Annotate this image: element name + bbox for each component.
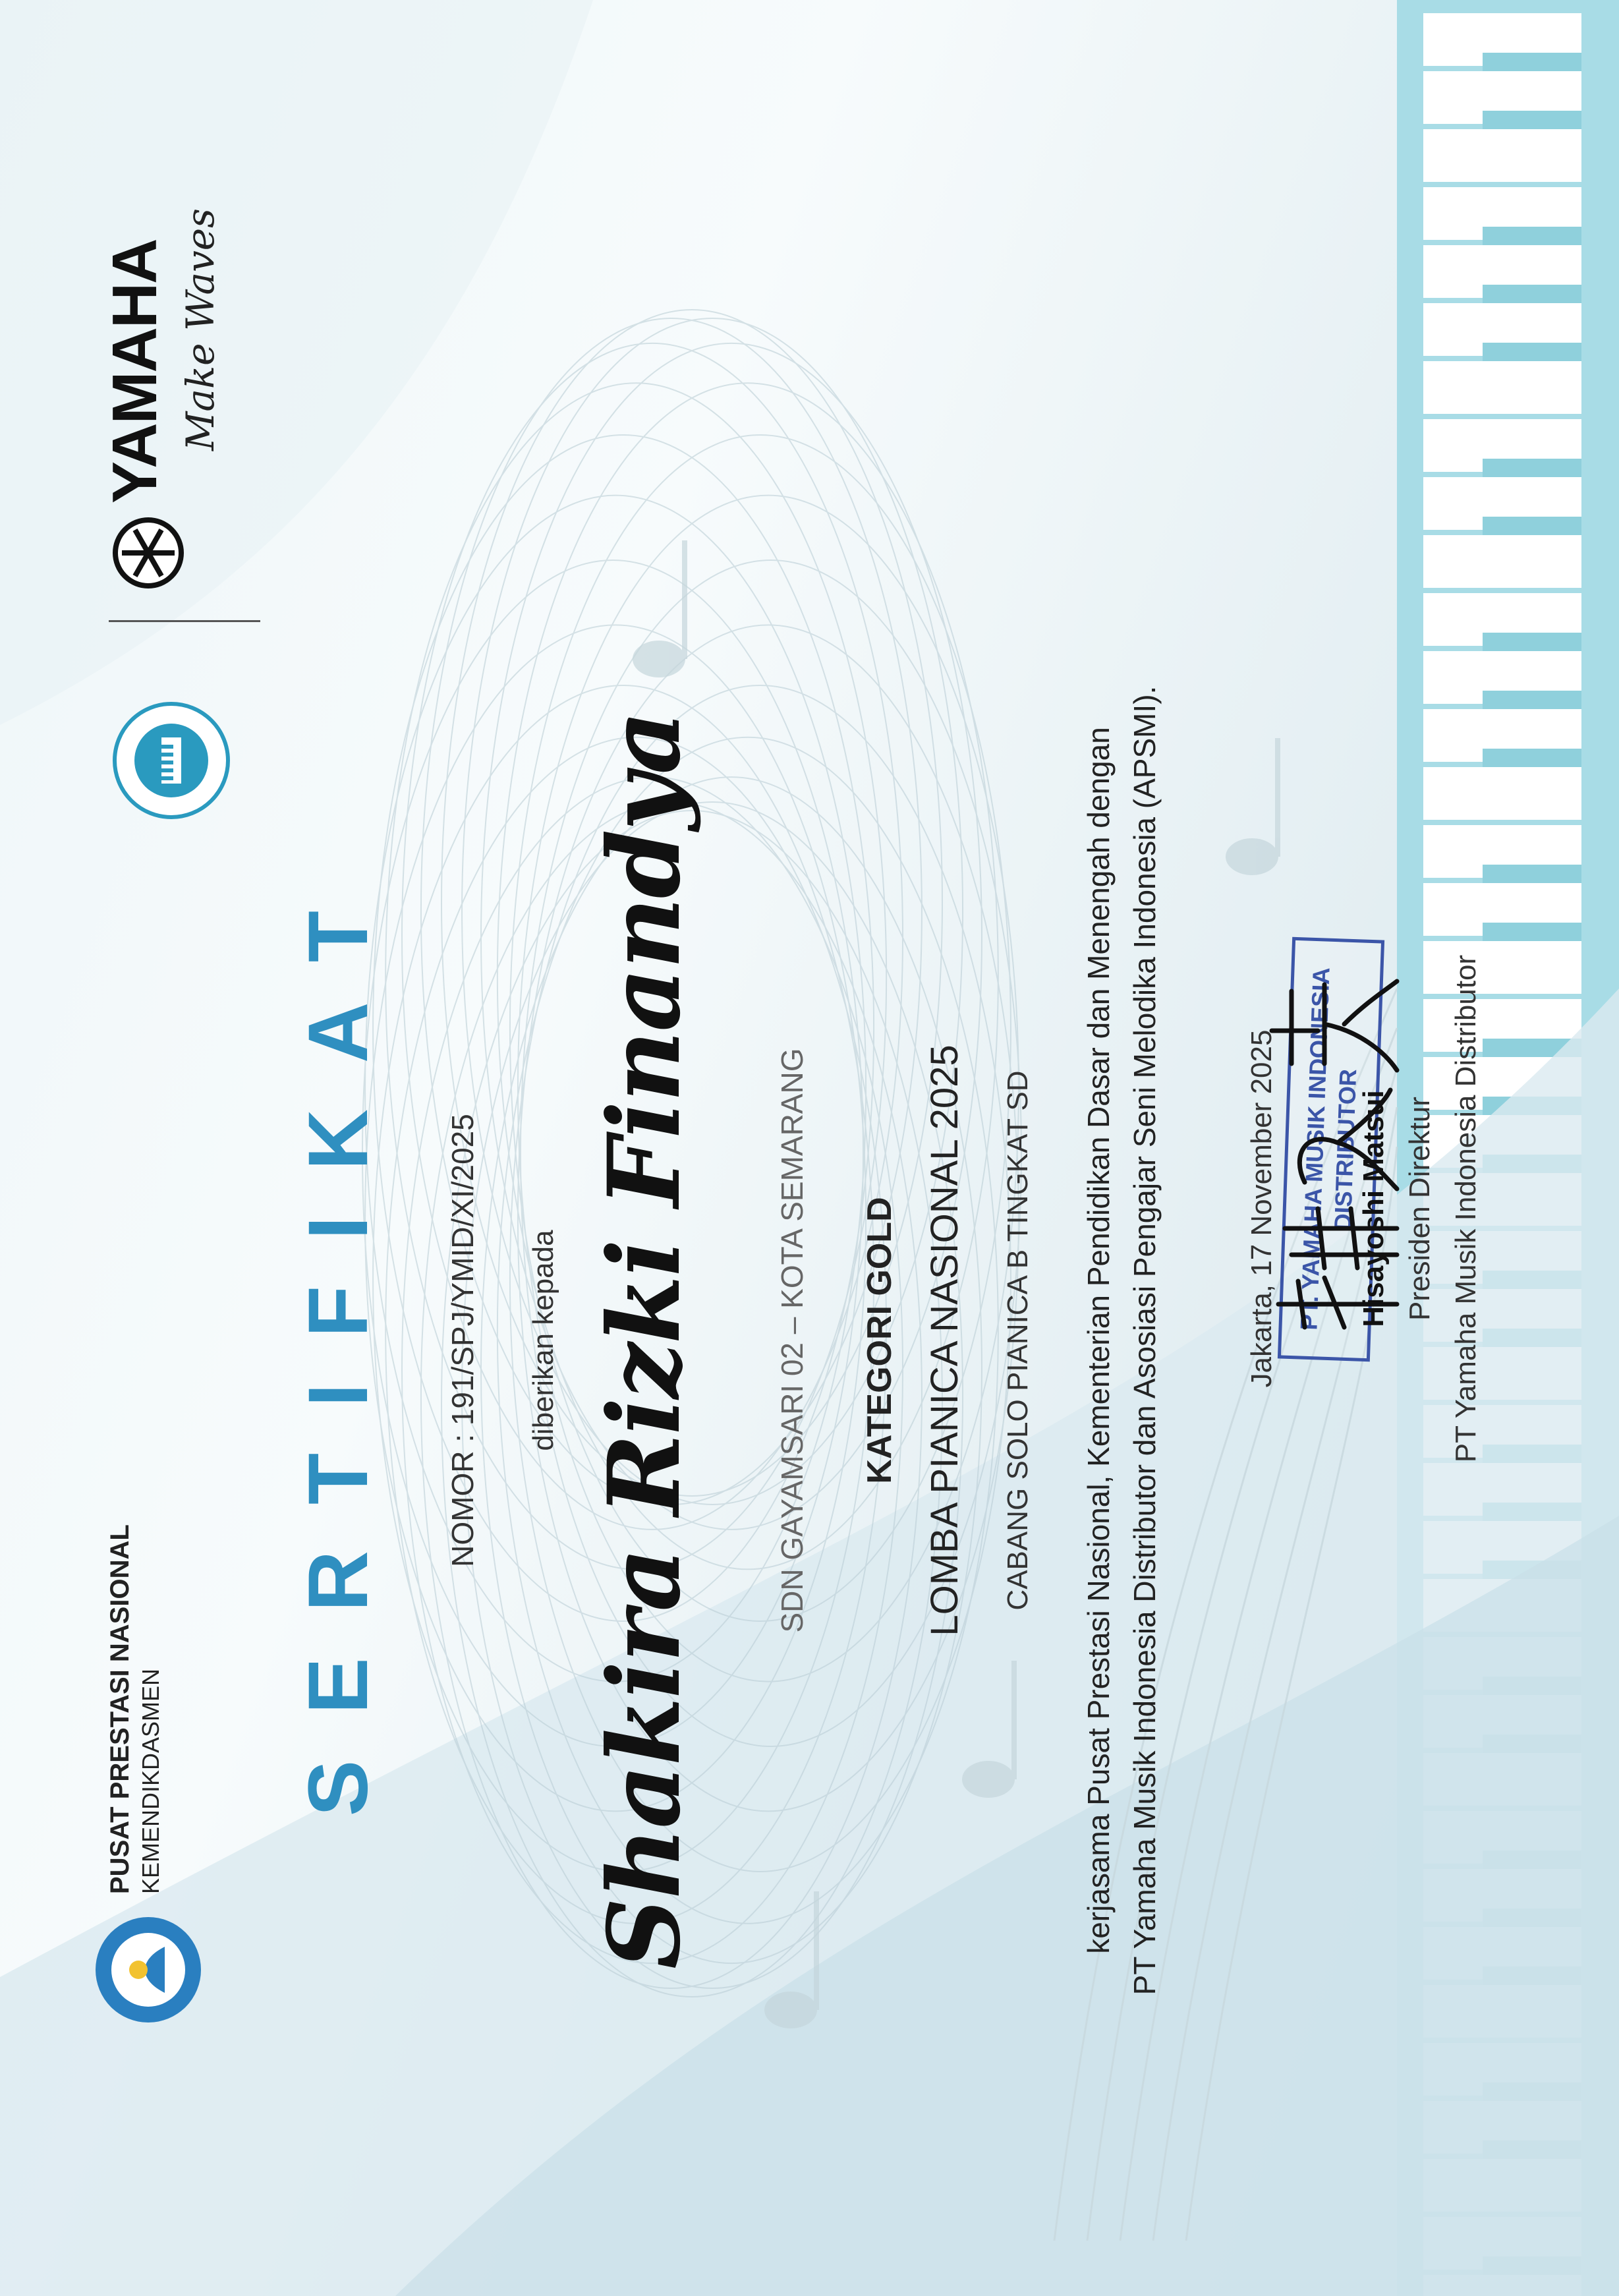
place-date: Jakarta, 17 November 2025 [1245, 1029, 1278, 1388]
logo-divider [109, 620, 260, 622]
school-name: SDN GAYAMSARI 02 – KOTA SEMARANG [775, 1048, 809, 1633]
stamp-line-2: DISTRIBUTOR [1328, 1068, 1362, 1232]
yamaha-tuning-fork-emblem [112, 517, 185, 589]
certificate-title: SERTIFIKAT [291, 864, 385, 1817]
kemdik-subtitle: KEMENDIKDASMEN [137, 1668, 164, 1894]
tut-wuri-handayani-logo [92, 1914, 204, 2026]
given-to-label: diberikan kepada [527, 1230, 559, 1451]
apsmi-logo [112, 701, 231, 820]
stamp-line-1: PT. YAMAHA MUSIK INDONESIA [1295, 967, 1335, 1331]
kemdik-title: PUSAT PRESTASI NASIONAL [105, 1524, 134, 1894]
signer-company: PT Yamaha Musik Indonesia Distributor [1450, 954, 1482, 1463]
cooperation-line-1: kerjasama Pusat Prestasi Nasional, Kementerian Pendidikan Dasar dan Menengah dengan [1081, 727, 1116, 1954]
award-category: KATEGORI GOLD [861, 1197, 899, 1484]
cooperation-line-2: PT Yamaha Musik Indonesia Distributor dan Asosiasi Pengajar Seni Melodika Indonesia (APSMI). [1127, 685, 1162, 1995]
signer-name: Hisayoshi Matsui [1357, 1090, 1390, 1327]
certificate-number: NOMOR : 191/SPJ/YMID/XI/2025 [445, 1114, 480, 1567]
yamaha-tagline: Make Waves [178, 208, 223, 451]
event-name: LOMBA PIANICA NASIONAL 2025 [923, 1045, 966, 1636]
competition-branch: CABANG SOLO PIANICA B TINGKAT SD [1002, 1070, 1034, 1611]
signer-position: Presiden Direktur [1404, 1097, 1436, 1321]
yamaha-wordmark: YAMAHA [99, 239, 170, 503]
recipient-name: Shakira Rizki Finandya [586, 712, 702, 1969]
